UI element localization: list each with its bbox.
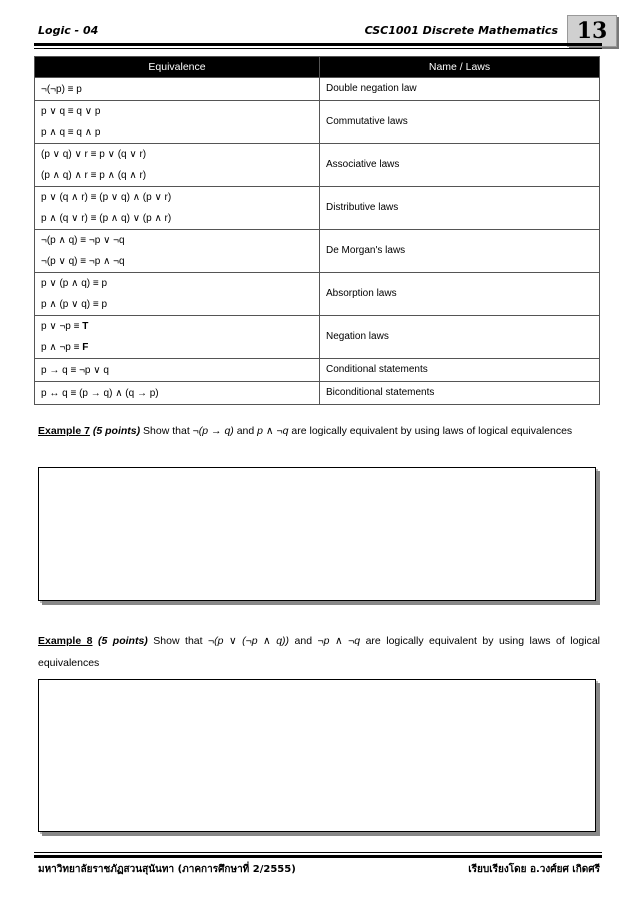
equivalence-formula: p ↔ q ≡ (p → q) ∧ (q → p): [41, 387, 159, 399]
equivalence-formula: (p ∨ q) ∨ r ≡ p ∨ (q ∨ r): [41, 149, 147, 160]
equivalence-formula: ¬(¬p) ≡ p: [41, 83, 82, 95]
equivalence-formula: [41, 337, 313, 358]
equivalence-formula: [41, 316, 313, 337]
university-semester: มหาวิทยาลัยราชภัฏสวนสุนันทา (ภาคการศึกษาที่ 2/2555): [38, 864, 296, 875]
law-name-cell: De Morgan's laws: [320, 230, 600, 273]
example-text: Show that: [147, 635, 209, 647]
example-title: Example 8: [38, 635, 93, 647]
footer-divider-thin: [34, 852, 602, 853]
equivalence-cell: [35, 78, 320, 101]
equivalence-laws-table: [34, 56, 600, 405]
equivalence-formula: p ∧ (p ∨ q) ≡ p: [41, 299, 108, 310]
law-name-cell: Absorption laws: [320, 273, 600, 316]
equivalence-formula: p ∨ (p ∧ q) ≡ p: [41, 278, 108, 289]
law-name-cell: Negation laws: [320, 316, 600, 359]
answer-box-example-8[interactable]: [38, 679, 596, 832]
law-name-cell: Associative laws: [320, 144, 600, 187]
equivalence-formula: p → q ≡ ¬p ∨ q: [41, 364, 109, 376]
column-header-name: Name / Laws: [320, 57, 600, 78]
course-title: CSC1001 Discrete Mathematics: [364, 24, 558, 37]
course-topic: Logic - 04: [38, 24, 99, 37]
table-row: [35, 382, 600, 405]
formula-constant: T: [82, 321, 89, 332]
footer-divider: [34, 855, 602, 858]
table-row: [35, 359, 600, 382]
law-name-cell: Conditional statements: [320, 359, 600, 382]
example-formula-1: ¬(p ∨ (¬p ∧ q)): [208, 635, 290, 647]
page-number: 13: [567, 15, 617, 47]
example-formula-2: p ∧ ¬q: [257, 425, 289, 437]
equivalence-cell: [35, 144, 320, 187]
equivalence-formula: p ∨ (q ∧ r) ≡ (p ∨ q) ∧ (p ∨ r): [41, 192, 172, 203]
law-name-cell: Biconditional statements: [320, 382, 600, 405]
formula-prefix: p ∨ ¬p ≡: [41, 321, 83, 332]
example-text: and: [289, 635, 318, 647]
formula-constant: F: [82, 342, 89, 353]
equivalence-cell: [35, 382, 320, 405]
equivalence-formula: ¬(p ∧ q) ≡ ¬p ∨ ¬q: [41, 235, 125, 246]
example-formula-1: ¬(p → q): [192, 425, 234, 437]
header-divider-thin: [34, 48, 602, 49]
table-header-row: [35, 57, 600, 78]
equivalence-cell: [35, 316, 320, 359]
example-text: are logically equivalent by using laws of logical equivalences: [288, 425, 573, 437]
example-7: [38, 420, 600, 442]
law-name-cell: Distributive laws: [320, 187, 600, 230]
example-text: are logically equivalent by using laws of logical equivalences: [38, 635, 601, 669]
example-title: Example 7: [38, 425, 90, 437]
answer-box-example-7[interactable]: [38, 467, 596, 601]
table-row: [35, 230, 600, 273]
table-row: [35, 187, 600, 230]
law-name-cell: Commutative laws: [320, 101, 600, 144]
equivalence-cell: [35, 187, 320, 230]
equivalence-cell: [35, 101, 320, 144]
example-formula-2: ¬p ∧ ¬q: [317, 635, 361, 647]
example-8: [38, 630, 600, 674]
table-row: [35, 101, 600, 144]
equivalence-formula: p ∨ q ≡ q ∨ p: [41, 106, 101, 117]
header-divider: [34, 43, 602, 46]
formula-prefix: p ∧ ¬p ≡: [41, 342, 83, 353]
example-text: and: [233, 425, 258, 437]
example-text: Show that: [140, 425, 193, 437]
example-points: (5 points): [92, 425, 141, 437]
author-credit: เรียบเรียงโดย อ.วงศ์ยศ เกิดศรี: [468, 864, 600, 875]
table-row: [35, 78, 600, 101]
table-row: [35, 316, 600, 359]
equivalence-cell: [35, 273, 320, 316]
table-body: [35, 78, 600, 405]
equivalence-cell: [35, 359, 320, 382]
example-points: (5 points): [98, 635, 148, 647]
law-name-cell: Double negation law: [320, 78, 600, 101]
table-row: [35, 273, 600, 316]
table-row: [35, 144, 600, 187]
equivalence-formula: ¬(p ∨ q) ≡ ¬p ∧ ¬q: [41, 256, 125, 267]
equivalence-formula: (p ∧ q) ∧ r ≡ p ∧ (q ∧ r): [41, 170, 147, 181]
equivalence-formula: p ∧ q ≡ q ∧ p: [41, 127, 101, 138]
equivalence-formula: p ∧ (q ∨ r) ≡ (p ∧ q) ∨ (p ∧ r): [41, 213, 172, 224]
column-header-equivalence: Equivalence: [35, 57, 320, 78]
equivalence-cell: [35, 230, 320, 273]
